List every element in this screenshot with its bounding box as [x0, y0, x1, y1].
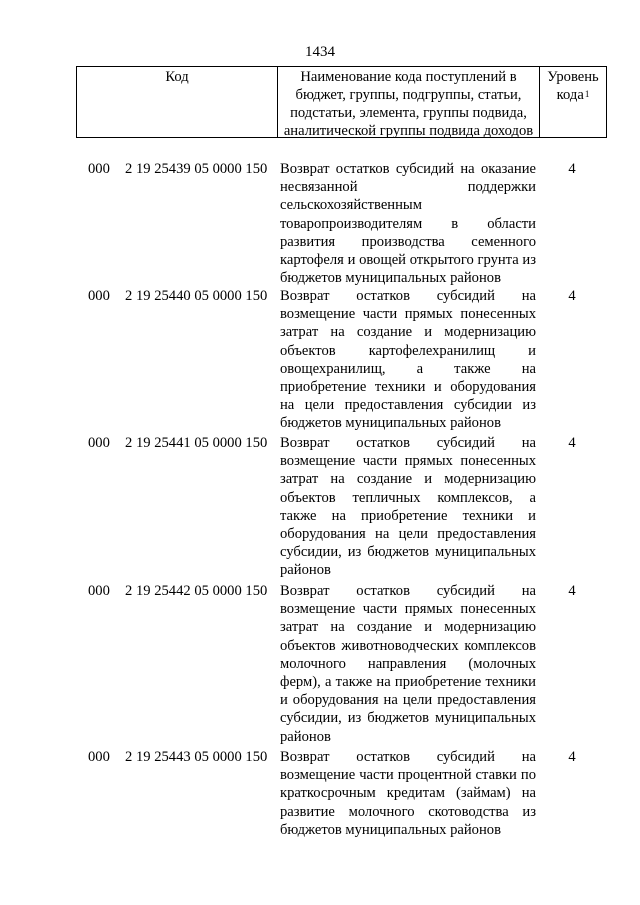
header-code — [77, 67, 278, 137]
row-prefix: 000 — [88, 435, 110, 451]
row-name: Возврат остатков субсидий на возмещение части процентной ставки по краткосрочным кредитам (займам) на развитие молочного скотоводства из бюджетов муниципальных районов — [280, 749, 536, 838]
row-prefix: 000 — [88, 583, 110, 599]
header-level — [540, 67, 606, 137]
header-level-label: Уровень кода — [547, 69, 599, 103]
header-name — [278, 67, 540, 137]
row-code: 2 19 25440 05 0000 150 — [125, 288, 268, 304]
row-name: Возврат остатков субсидий на возмещение части прямых понесенных затрат на создание и модернизацию объектов картофелехранилищ и овощехранилищ, а также на приобретение техники и оборудования на цели предоставления субсидии из бюджетов муниципальных районов — [280, 288, 536, 432]
header-name-label: Наименование кода поступлений в бюджет, группы, подгруппы, статьи, подстатьи, элемента, группы подвида, аналитической группы подвида доходов — [283, 69, 534, 139]
header-level-footnote: 1 — [584, 89, 590, 99]
row-code: 2 19 25441 05 0000 150 — [125, 435, 268, 451]
row-code: 2 19 25443 05 0000 150 — [125, 749, 268, 765]
row-level: 4 — [568, 288, 576, 304]
row-prefix: 000 — [88, 288, 110, 304]
row-prefix: 000 — [88, 161, 110, 177]
row-prefix: 000 — [88, 749, 110, 765]
row-level: 4 — [568, 435, 576, 451]
row-level: 4 — [568, 161, 576, 177]
page-number: 1434 — [305, 44, 335, 60]
row-name: Возврат остатков субсидий на оказание несвязанной поддержки сельскохозяйственным товаропроизводителям в области развития производства семенного картофеля и овощей открытого грунта из бюджетов муниципальных районов — [280, 161, 536, 287]
row-name: Возврат остатков субсидий на возмещение части прямых понесенных затрат на создание и модернизацию объектов животноводческих комплексов молочного направления (молочных ферм), а также на приобретение техники и оборудования на цели предоставления субсидии, из бюджетов муниципальных районов — [280, 583, 536, 745]
row-code: 2 19 25442 05 0000 150 — [125, 583, 268, 599]
row-name: Возврат остатков субсидий на возмещение части прямых понесенных затрат на создание и модернизацию объектов тепличных комплексов, а также на приобретение техники и оборудования на цели предоставления субсидии, из бюджетов муниципальных районов — [280, 435, 536, 579]
header-code-label: Код — [165, 69, 189, 85]
row-level: 4 — [568, 583, 576, 599]
row-code: 2 19 25439 05 0000 150 — [125, 161, 268, 177]
table-header — [76, 66, 607, 138]
row-level: 4 — [568, 749, 576, 765]
